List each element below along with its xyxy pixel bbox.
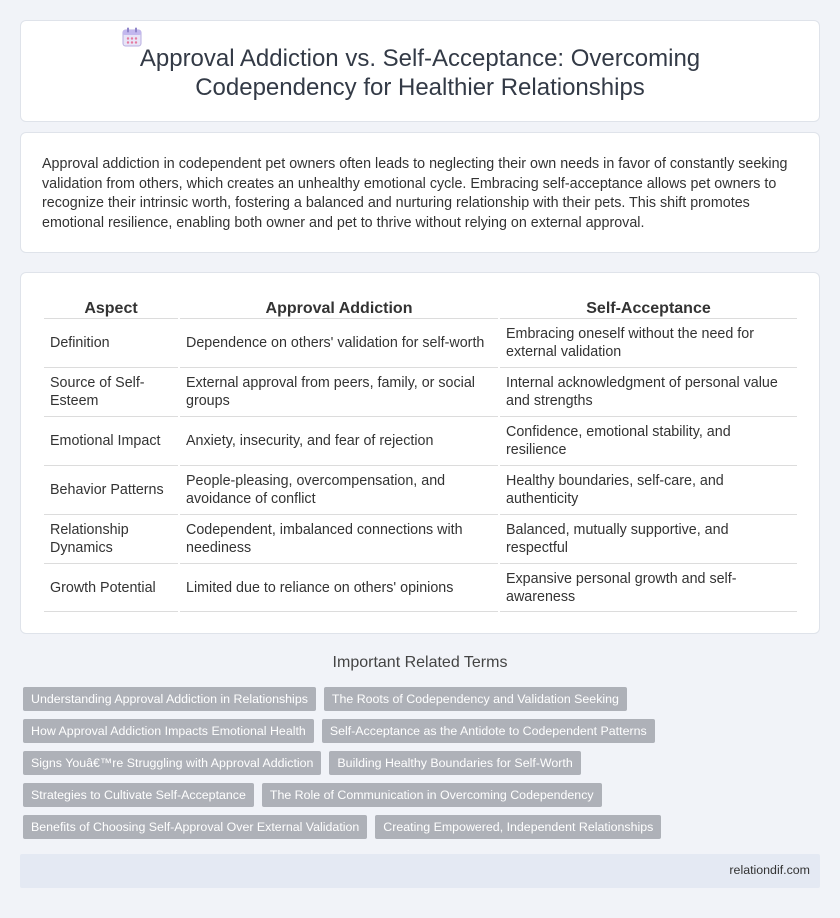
term-tag[interactable]: The Roots of Codependency and Validation Seeking: [324, 687, 627, 711]
table-cell: Definition: [44, 318, 178, 367]
term-tag[interactable]: How Approval Addiction Impacts Emotional Health: [23, 719, 314, 743]
table-cell: People-pleasing, overcompensation, and avoidance of conflict: [180, 465, 498, 514]
footer: [20, 854, 820, 888]
table-cell: Anxiety, insecurity, and fear of rejection: [180, 416, 498, 465]
related-terms-list: [23, 687, 803, 839]
table-cell: Confidence, emotional stability, and resilience: [500, 416, 797, 465]
column-header: Aspect: [84, 300, 138, 317]
table-cell: Expansive personal growth and self-awareness: [500, 563, 797, 612]
term-tag[interactable]: Benefits of Choosing Self-Approval Over External Validation: [23, 815, 367, 839]
table-cell: Source of Self-Esteem: [44, 367, 178, 416]
table-cell: Relationship Dynamics: [44, 514, 178, 563]
table-cell: Embracing oneself without the need for external validation: [500, 318, 797, 367]
title-card: [20, 20, 820, 122]
term-tag[interactable]: Signs Youâ€™re Struggling with Approval Addiction: [23, 751, 321, 775]
table-row: [44, 465, 797, 514]
table-cell: Internal acknowledgment of personal value and strengths: [500, 367, 797, 416]
table-cell: Behavior Patterns: [44, 465, 178, 514]
related-terms-heading: Important Related Terms: [332, 654, 508, 671]
table-row: [44, 318, 797, 367]
table-cell: Dependence on others' validation for self-worth: [180, 318, 498, 367]
comparison-table: [42, 296, 799, 612]
table-cell: Healthy boundaries, self-care, and authenticity: [500, 465, 797, 514]
table-cell: Limited due to reliance on others' opinions: [180, 563, 498, 612]
table-row: [44, 416, 797, 465]
term-tag[interactable]: The Role of Communication in Overcoming Codependency: [262, 783, 602, 807]
table-cell: Codependent, imbalanced connections with neediness: [180, 514, 498, 563]
intro-card: [20, 132, 820, 253]
footer-site-link[interactable]: relationdif.com: [729, 863, 810, 877]
term-tag[interactable]: Self-Acceptance as the Antidote to Codependent Patterns: [322, 719, 655, 743]
table-row: [44, 514, 797, 563]
term-tag[interactable]: Strategies to Cultivate Self-Acceptance: [23, 783, 254, 807]
column-header: Self-Acceptance: [586, 300, 711, 317]
table-row: [44, 563, 797, 612]
column-header: Approval Addiction: [265, 300, 413, 317]
page-title: Approval Addiction vs. Self-Acceptance: Overcoming Codependency for Healthier Relationships: [139, 45, 701, 101]
table-header-row: [44, 296, 797, 318]
table-cell: Growth Potential: [44, 563, 178, 612]
table-cell: External approval from peers, family, or social groups: [180, 367, 498, 416]
table-cell: Balanced, mutually supportive, and respectful: [500, 514, 797, 563]
term-tag[interactable]: Understanding Approval Addiction in Relationships: [23, 687, 316, 711]
term-tag[interactable]: Creating Empowered, Independent Relationships: [375, 815, 661, 839]
term-tag[interactable]: Building Healthy Boundaries for Self-Worth: [329, 751, 580, 775]
intro-paragraph: Approval addiction in codependent pet owners often leads to neglecting their own needs in favor of constantly seeking validation from others, which creates an unhealthy emotional cycle. Embracing self-acceptance allows pet owners to recognize their intrinsic worth, fostering a balanced and nurturing relationship with their pets. This shift promotes emotional resilience, enabling both owner and pet to thrive without relying on external approval.: [42, 156, 788, 231]
comparison-card: [20, 272, 820, 634]
table-cell: Emotional Impact: [44, 416, 178, 465]
table-row: [44, 367, 797, 416]
